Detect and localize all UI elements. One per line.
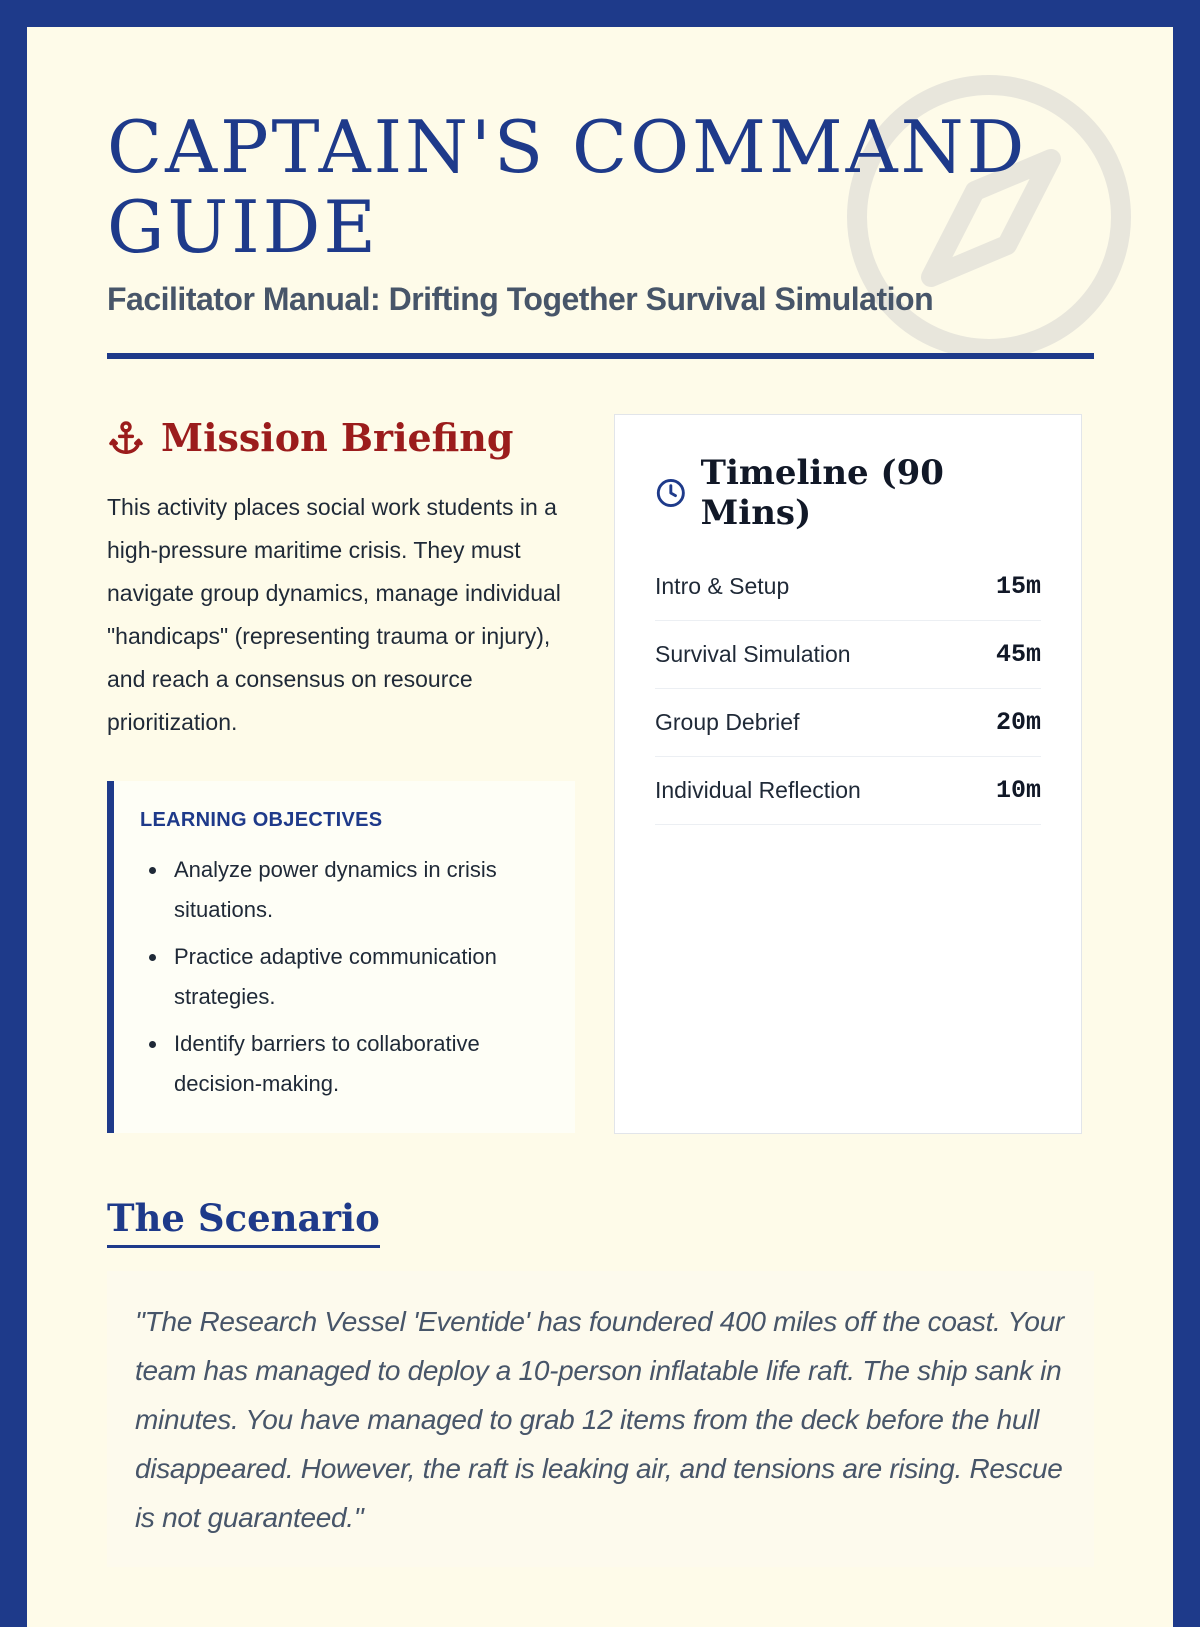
- document-header: [107, 107, 1094, 318]
- scenario-quote-box: [107, 1271, 1094, 1567]
- timeline-row-label: Individual Reflection: [655, 777, 861, 803]
- timeline-row-duration: 20m: [995, 708, 1041, 737]
- timeline-row-label: Survival Simulation: [655, 641, 851, 667]
- header-divider: [107, 353, 1094, 359]
- objective-item: Analyze power dynamics in crisis situations.: [140, 850, 549, 930]
- timeline-row-duration: 10m: [995, 776, 1041, 805]
- anchor-icon: [107, 419, 145, 457]
- learning-objectives-list: [140, 850, 549, 1104]
- timeline-row-label: Intro & Setup: [655, 573, 790, 599]
- objective-item: Practice adaptive communication strategies.: [140, 937, 549, 1017]
- timeline-row: [655, 757, 1041, 825]
- mission-briefing-heading: [107, 415, 577, 460]
- timeline-row-label: Group Debrief: [655, 709, 800, 735]
- learning-objectives-heading: LEARNING OBJECTIVES: [140, 809, 383, 831]
- timeline-row-duration: 15m: [995, 572, 1041, 601]
- timeline-list: [655, 553, 1041, 825]
- timeline-card: [614, 414, 1082, 1134]
- objective-item: Identify barriers to collaborative decision-making.: [140, 1024, 549, 1104]
- mission-briefing-title: Mission Briefing: [161, 415, 514, 460]
- mission-briefing-section: [107, 415, 577, 744]
- learning-objectives-box: [107, 781, 575, 1133]
- timeline-row-duration: 45m: [995, 640, 1041, 669]
- timeline-row: [655, 621, 1041, 689]
- scenario-heading: The Scenario: [107, 1195, 380, 1248]
- mission-briefing-text: This activity places social work students in a high-pressure maritime crisis. They must navigate group dynamics, manage individual "handicaps" (representing trauma or injury), and reach a consensus on resource prioritization.: [107, 494, 561, 735]
- timeline-title: Timeline (90 Mins): [700, 453, 944, 533]
- timeline-row: [655, 689, 1041, 757]
- clock-icon: [655, 476, 687, 510]
- timeline-row: [655, 553, 1041, 621]
- page-subtitle: Facilitator Manual: Drifting Together Survival Simulation: [107, 281, 934, 317]
- page-title: CAPTAIN'S COMMAND GUIDE: [107, 105, 1028, 269]
- timeline-heading: [655, 453, 1041, 533]
- document-page: [27, 27, 1173, 1627]
- scenario-text: "The Research Vessel 'Eventide' has foundered 400 miles off the coast. Your team has managed to deploy a 10-person inflatable life raft. The ship sank in minutes. You have managed to grab 12 items from the deck before the hull disappeared. However, the raft is leaking air, and tensions are rising. Rescue is not guaranteed.": [135, 1306, 1064, 1533]
